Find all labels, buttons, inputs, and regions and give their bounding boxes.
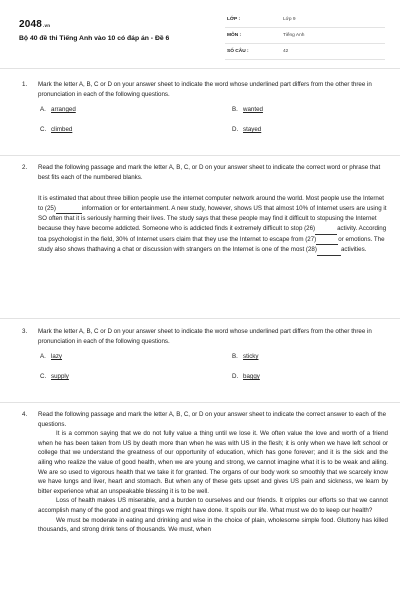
meta-label: SỐ CÂU :: [227, 49, 249, 54]
header: [0, 0, 400, 78]
passage-text: information or for entertainment. A new study, however, shows US that almost 10% of Internet users are using it SO often that it is seriously harming their lives. The study says that these people may find it difficult to stopusing the Internet because they have become addicted. Someone who is addicted finds it extremely difficult to stop (26): [38, 204, 387, 233]
question-prompt: Read the following passage and mark the letter A, B, C, or D on your answer sheet to indicate the correct answer to each of the questions.: [38, 411, 387, 428]
question-4: [22, 410, 392, 535]
divider: [0, 402, 400, 403]
option-d[interactable]: D. baggy: [232, 373, 260, 381]
meta-row-class: [225, 12, 385, 28]
question-prompt: Mark the letter A, B, C or D on your answer sheet to indicate the word whose underlined part differs from the other three in pronunciation in each of the following questions.: [38, 328, 372, 345]
document-title: Bộ 40 đề thi Tiếng Anh vào 10 có đáp án - Đề 6: [19, 35, 170, 42]
passage-text: activities.: [340, 246, 367, 254]
passage: [38, 429, 388, 535]
meta-table: [225, 12, 385, 60]
meta-value: 42: [283, 49, 289, 54]
site-logo[interactable]: 2048.vn: [19, 19, 51, 30]
meta-label: LỚP :: [227, 17, 241, 22]
question-number: 4.: [22, 411, 28, 418]
option-c[interactable]: C. climbed: [40, 126, 73, 134]
options: [40, 105, 392, 133]
option-b[interactable]: B. wanted: [232, 106, 263, 114]
option-b[interactable]: B. sticky: [232, 353, 259, 361]
question-3: [22, 327, 392, 380]
divider: [0, 318, 400, 319]
blank-26: [315, 224, 337, 235]
passage-text: activity. According toa psychologist in the field, 30% of Internet users claim that they use the Internet to escape from (27): [38, 225, 387, 243]
question-1: [22, 80, 392, 133]
divider: [0, 68, 400, 69]
blank-27: [316, 235, 338, 246]
passage: [38, 194, 388, 256]
passage-text: It is estimated that about three billion people use the internet computer network around the world. Most people use the Internet to (25): [38, 195, 385, 212]
blank-25: [56, 204, 82, 215]
option-a[interactable]: A. lazy: [40, 353, 63, 361]
divider: [0, 155, 400, 156]
question-number: 2.: [22, 164, 28, 171]
question-prompt: Read the following passage and mark the letter A, B, C, or D on your answer sheet to indicate the correct word or phrase that best fits each of the numbered blanks.: [38, 164, 381, 181]
meta-value: Lớp 9: [283, 17, 296, 22]
passage-paragraph: We must be moderate in eating and drinking and wise in the choice of plain, wholesome simple food. Gluttony has killed thousands, and strong drink tens of thousands. We must, when: [38, 516, 388, 534]
blank-28: [317, 245, 341, 256]
option-c[interactable]: C. supply: [40, 373, 69, 381]
options: [40, 352, 392, 380]
passage-text: or emotions. The study also shows thathaving a chat or discussion with strangers on the Internet is one of the most (28): [38, 235, 385, 254]
option-a[interactable]: A. arranged: [40, 106, 76, 114]
question-prompt: Mark the letter A, B, C or D on your answer sheet to indicate the word whose underlined part differs from the other three in pronunciation in each of the following questions.: [38, 81, 372, 98]
question-number: 1.: [22, 81, 28, 88]
passage-paragraph: It is a common saying that we do not fully value a thing until we lose it. We often value the love and worth of a friend when he has been taken from US by death more than when he was with US in the flesh; it is only when we have left school or college that we understand the greatness of our opportunity of education, which has gone forever; and it is the sick and the ailing who realize the value of good health, when we are young and strong, we cannot imagine what it is to be weak and ailing. We are so used to vigorous health that we take it for granted. The organs of our body work so smoothly that we scarcely know we have lungs and liver, heart and stomach. But when any of these gets upset and gives US pain and sickness, we learn by bitter experience what an unspeakable blessing it is to be well.: [38, 430, 388, 495]
question-number: 3.: [22, 328, 28, 335]
option-d[interactable]: D. stayed: [232, 126, 262, 134]
passage-paragraph: Loss of health makes US miserable, and a burden to ourselves and our friends. It cripples our efforts so that we cannot accomplish many of the good and great things we might have done. It spoils our life. What must we do to keep our health?: [38, 497, 388, 515]
meta-row-count: [225, 44, 385, 60]
meta-value: Tiếng Anh: [283, 33, 305, 38]
meta-label: MÔN :: [227, 33, 242, 38]
meta-row-subject: [225, 28, 385, 44]
question-2: [22, 163, 392, 256]
